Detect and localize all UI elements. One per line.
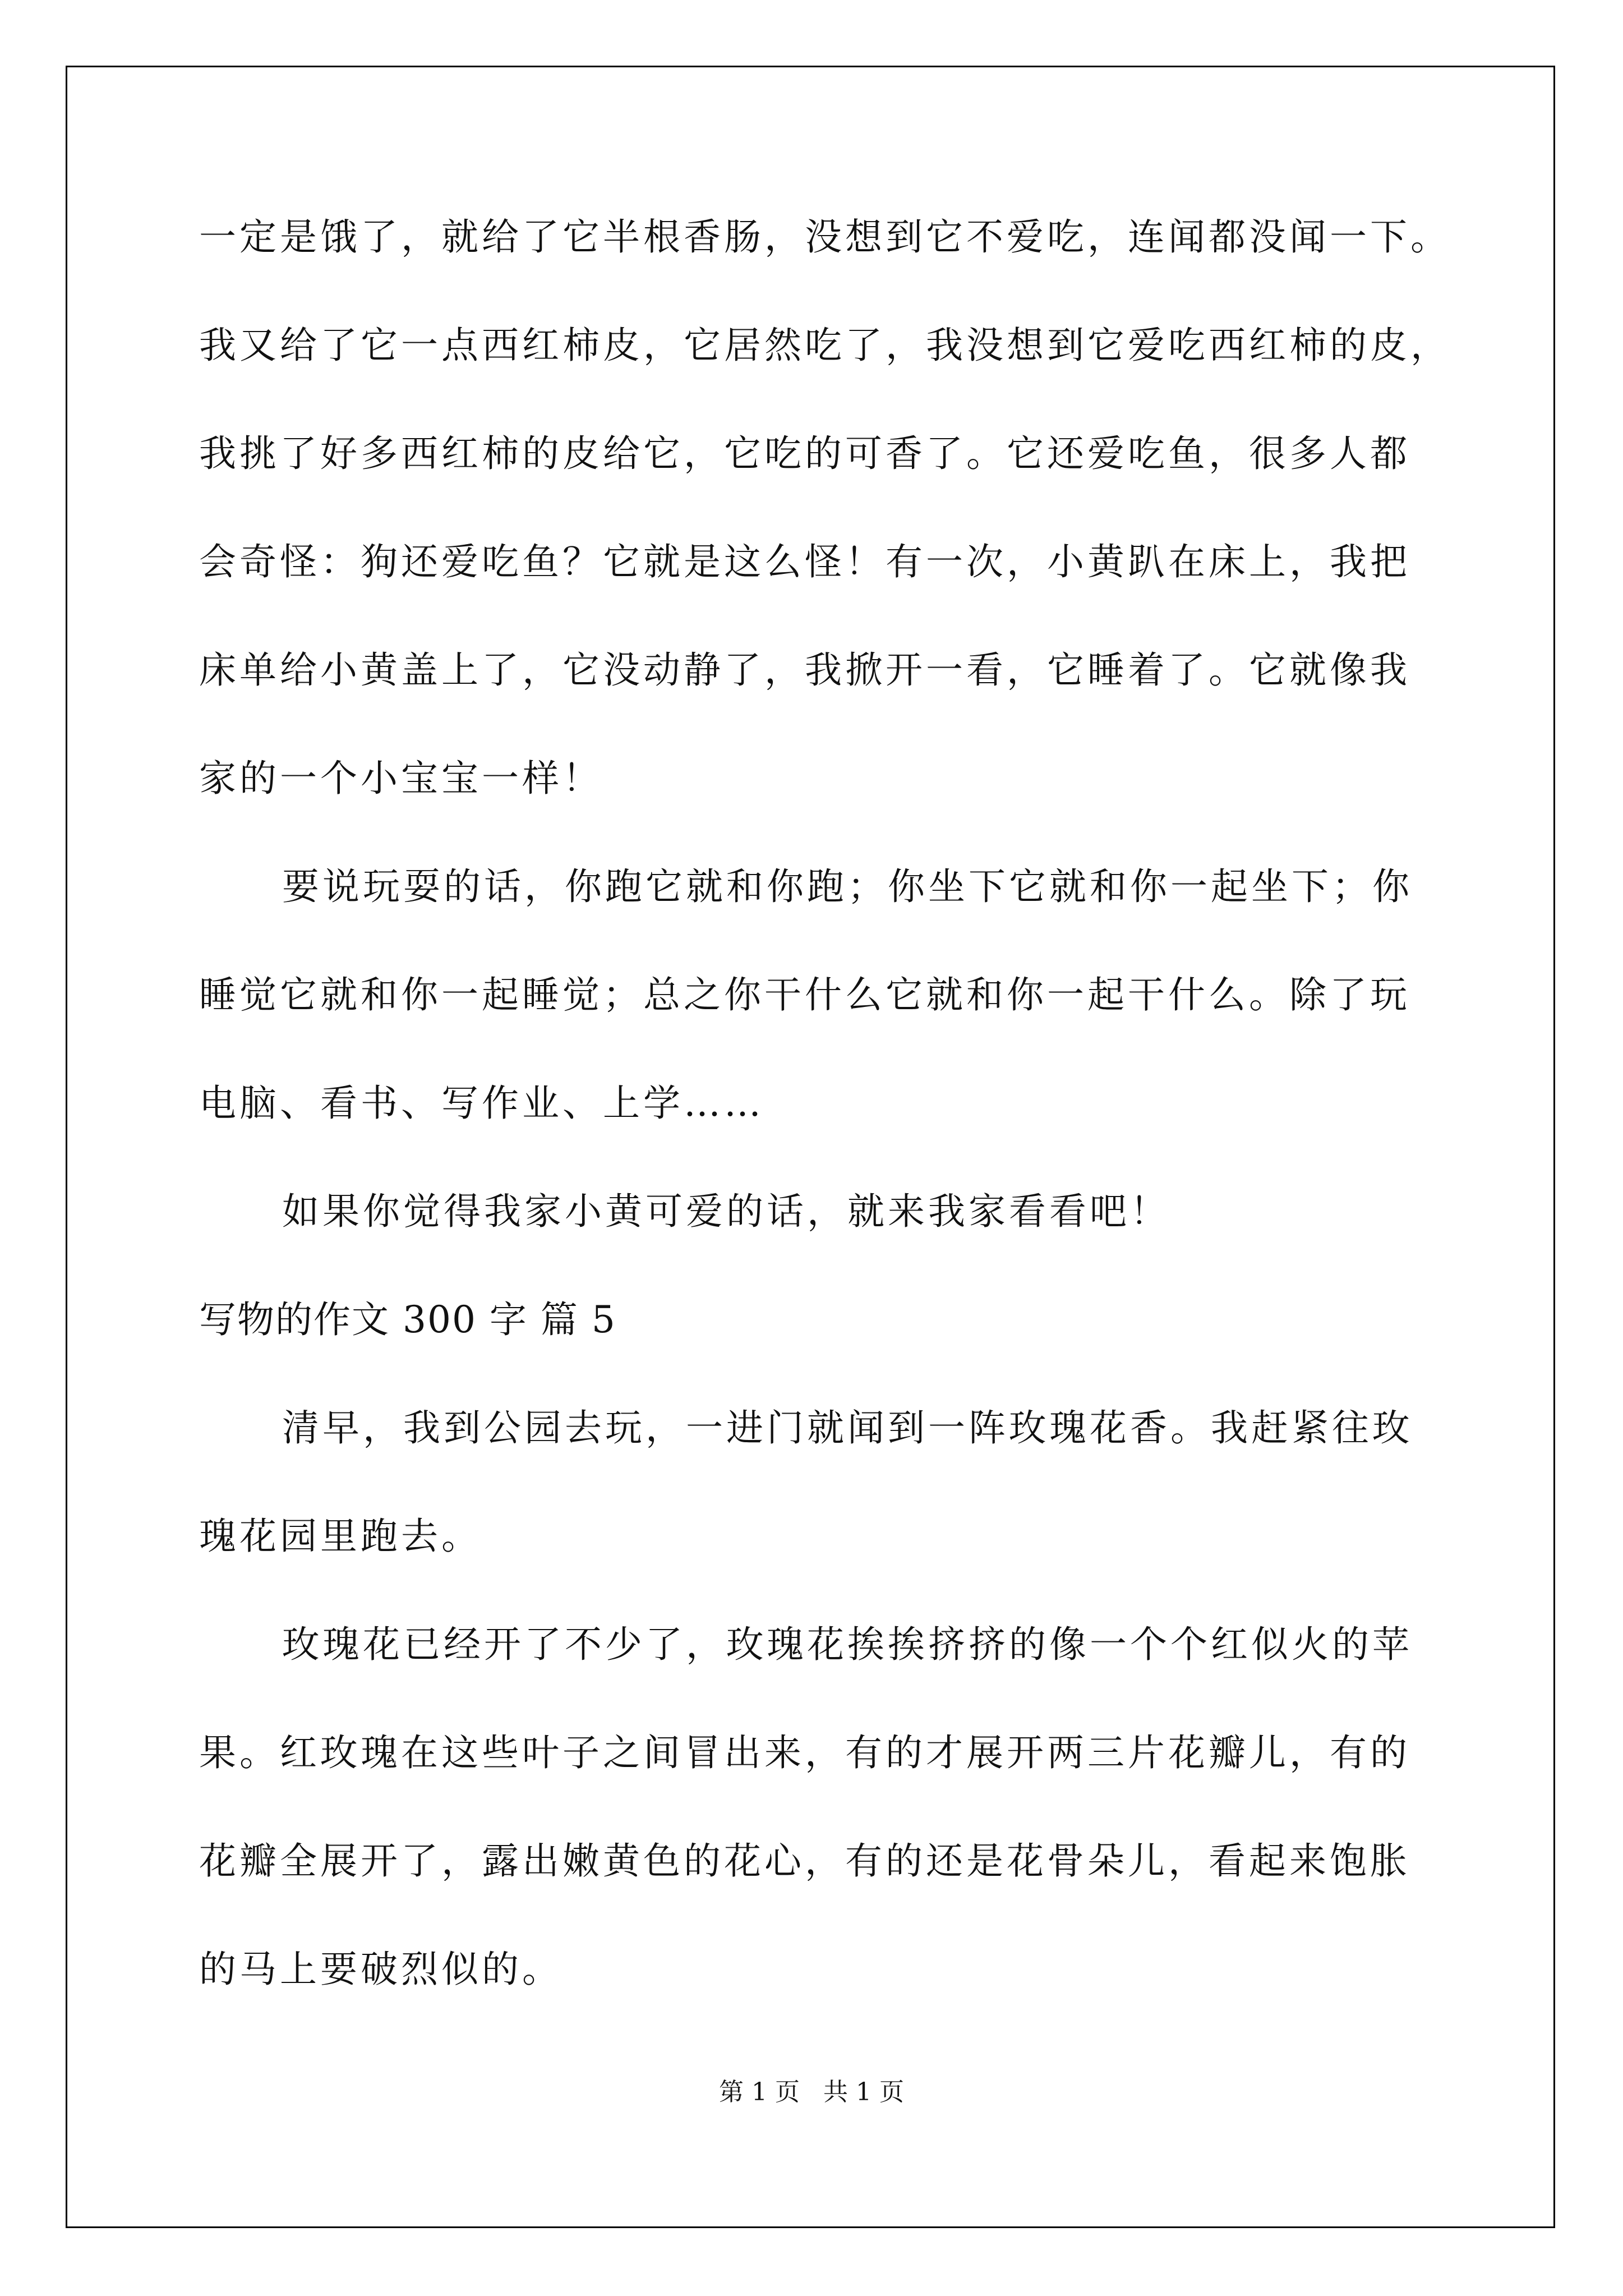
text-line: 瑰花园里跑去。: [199, 1515, 482, 1558]
text-line: 我又给了它一点西红柿皮，它居然吃了，我没想到它爱吃西红柿的皮，: [199, 324, 1451, 367]
text-line: 果。红玫瑰在这些叶子之间冒出来，有的才展开两三片花瓣儿，有的: [199, 1731, 1410, 1774]
text-line: 如果你觉得我家小黄可爱的话，就来我家看看吧！: [282, 1190, 1170, 1233]
page-border: [66, 66, 1555, 2228]
text-line: 会奇怪：狗还爱吃鱼？它就是这么怪！有一次，小黄趴在床上，我把: [199, 540, 1410, 583]
text-line: 家的一个小宝宝一样！: [199, 757, 603, 800]
section-heading: 写物的作文 300 字 篇 5: [199, 1298, 616, 1341]
text-line: 玫瑰花已经开了不少了，玫瑰花挨挨挤挤的像一个个红似火的苹: [282, 1623, 1413, 1666]
text-line: 睡觉它就和你一起睡觉；总之你干什么它就和你一起干什么。除了玩: [199, 973, 1410, 1016]
text-line: 清早，我到公园去玩，一进门就闻到一阵玫瑰花香。我赶紧往玫: [282, 1406, 1413, 1450]
text-line: 床单给小黄盖上了，它没动静了，我掀开一看，它睡着了。它就像我: [199, 648, 1410, 692]
text-line: 的马上要破烈似的。: [199, 1948, 562, 1991]
text-line: 一定是饿了，就给了它半根香肠，没想到它不爱吃，连闻都没闻一下。: [199, 215, 1451, 259]
text-line: 电脑、看书、写作业、上学……: [199, 1082, 764, 1125]
page-footer: 第 1 页 共 1 页: [719, 2078, 904, 2106]
text-line: 我挑了好多西红柿的皮给它，它吃的可香了。它还爱吃鱼，很多人都: [199, 432, 1410, 475]
text-line: 花瓣全展开了，露出嫩黄色的花心，有的还是花骨朵儿，看起来饱胀: [199, 1839, 1410, 1883]
text-line: 要说玩耍的话，你跑它就和你跑；你坐下它就和你一起坐下；你: [282, 865, 1413, 908]
